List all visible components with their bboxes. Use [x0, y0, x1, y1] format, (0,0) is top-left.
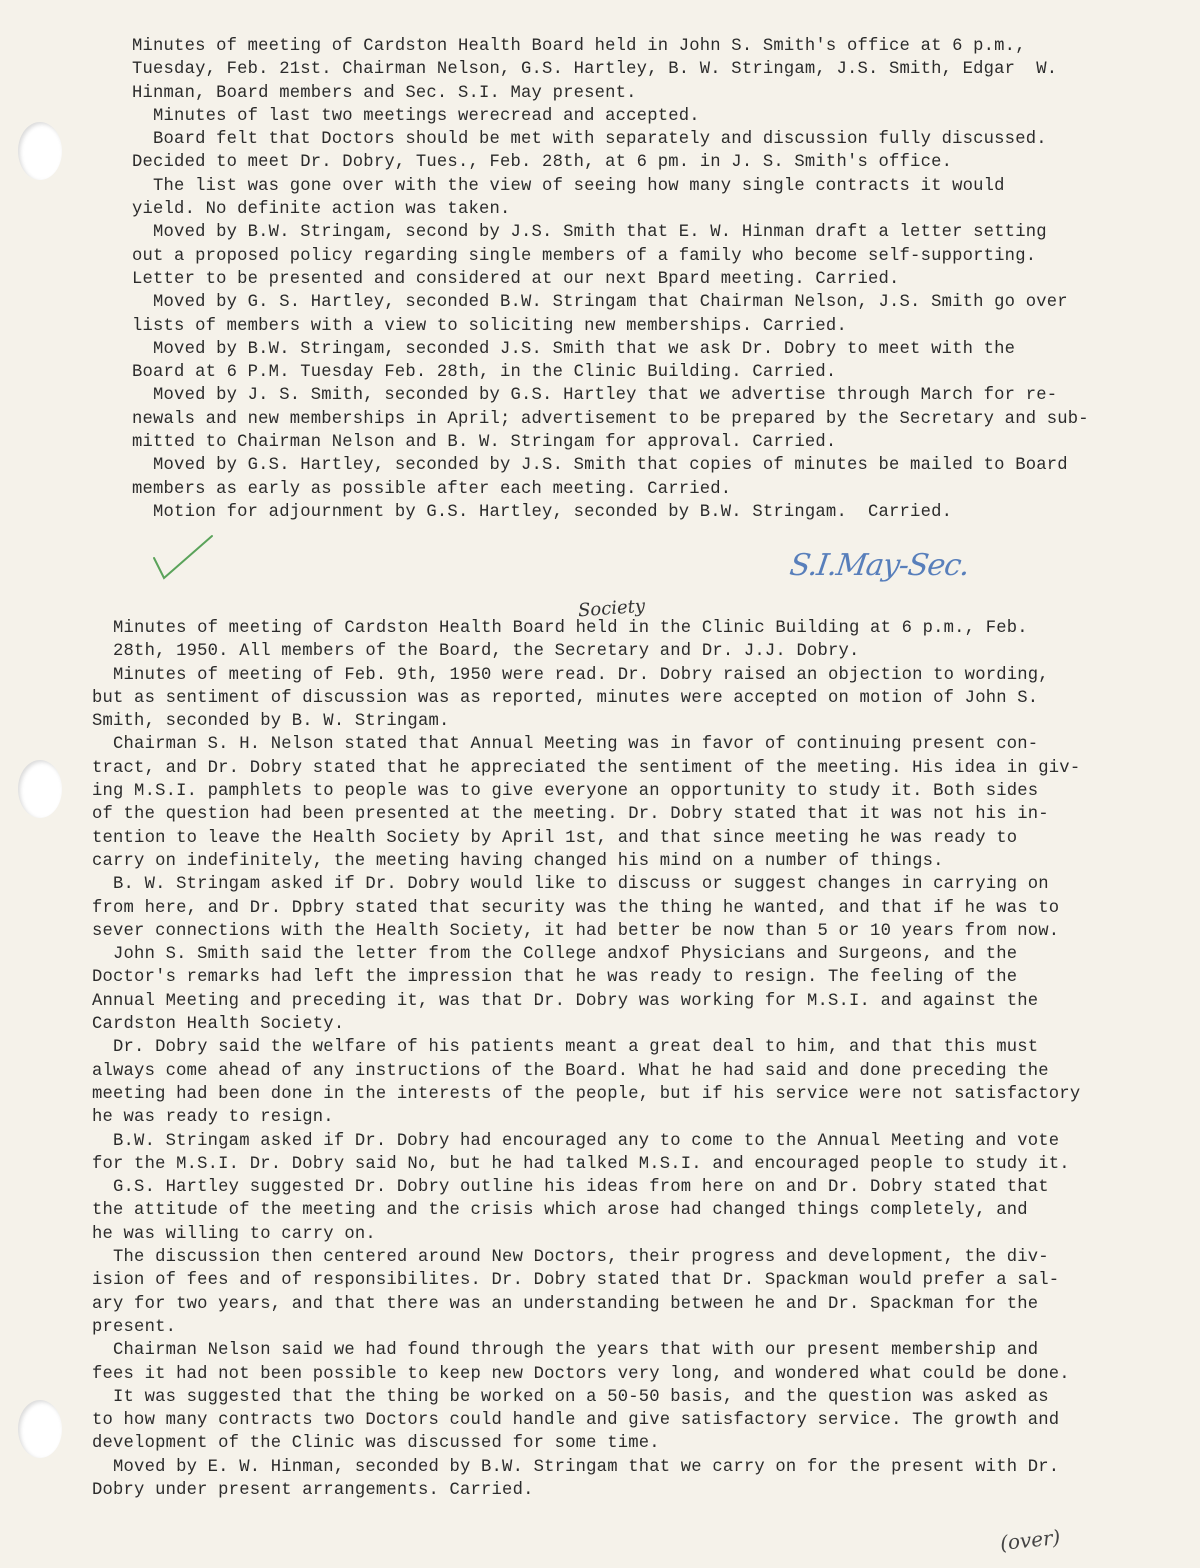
text-line: 28th, 1950. All members of the Board, the Secretary and Dr. J.J. Dobry. — [92, 642, 860, 662]
text-line: mitted to Chairman Nelson and B. W. Stringam for approval. Carried. — [132, 433, 837, 453]
text-line: Moved by G.S. Hartley, seconded by J.S. Smith that copies of minutes be mailed to Board — [132, 456, 1068, 476]
text-line: he was willing to carry on. — [92, 1224, 376, 1244]
over-note: (over) — [998, 1524, 1062, 1556]
text-line: Moved by B.W. Stringam, seconded J.S. Smith that we ask Dr. Dobry to meet with the — [132, 339, 1016, 359]
text-line: members as early as possible after each meeting. Carried. — [132, 479, 732, 499]
text-line: Board at 6 P.M. Tuesday Feb. 28th, in the Clinic Building. Carried. — [132, 363, 837, 383]
signature-text: S.I.May-Sec. — [787, 548, 972, 583]
text-line: Moved by G. S. Hartley, seconded B.W. Stringam that Chairman Nelson, J.S. Smith go over — [132, 293, 1068, 313]
text-line: yield. No definite action was taken. — [132, 200, 511, 220]
text-line: The list was gone over with the view of seeing how many single contracts it would — [132, 176, 1005, 196]
text-line: but as sentiment of discussion was as reported, minutes were accepted on motion of John S. — [92, 688, 1039, 708]
text-line: meeting had been done in the interests of the people, but if his service were not satisfactory — [92, 1084, 1081, 1104]
text-line: Tuesday, Feb. 21st. Chairman Nelson, G.S. Hartley, B. W. Stringam, J.S. Smith, Edgar W. — [132, 60, 1058, 80]
text-line: Decided to meet Dr. Dobry, Tues., Feb. 28th, at 6 pm. in J. S. Smith's office. — [132, 153, 953, 173]
text-line: tention to leave the Health Society by April 1st, and that since meeting he was ready to — [92, 828, 1018, 848]
text-line: Chairman Nelson said we had found through the years that with our present membership and — [92, 1341, 1039, 1361]
secretary-signature — [787, 548, 1030, 598]
text-line: Chairman S. H. Nelson stated that Annual Meeting was in favor of continuing present con- — [92, 735, 1039, 755]
text-line: of the question had been presented at the meeting. Dr. Dobry stated that it was not his in- — [92, 805, 1049, 825]
text-line: sever connections with the Health Society, it had better be now than 5 or 10 years from now. — [92, 921, 1060, 941]
text-line: carry on indefinitely, the meeting having changed his mind on a number of things. — [92, 851, 944, 871]
text-line: It was suggested that the thing be worked on a 50-50 basis, and the question was asked as — [92, 1387, 1049, 1407]
text-line: lists of members with a view to soliciting new memberships. Carried. — [132, 316, 847, 336]
text-line: Dobry under present arrangements. Carried. — [92, 1480, 534, 1500]
text-line: always come ahead of any instructions of the Board. What he had said and done preceding the — [92, 1061, 1049, 1081]
text-line: Annual Meeting and preceding it, was that Dr. Dobry was working for M.S.I. and against the — [92, 991, 1039, 1011]
punch-hole — [18, 1400, 62, 1458]
text-line: Moved by B.W. Stringam, second by J.S. Smith that E. W. Hinman draft a letter setting — [132, 223, 1047, 243]
text-line: Doctor's remarks had left the impression that he was ready to resign. The feeling of the — [92, 968, 1018, 988]
text-line: The discussion then centered around New Doctors, their progress and development, the div- — [92, 1248, 1049, 1268]
text-line: Minutes of meeting of Cardston Health Board held in John S. Smith's office at 6 p.m., — [132, 37, 1026, 56]
text-line: Dr. Dobry said the welfare of his patients meant a great deal to him, and that this must — [92, 1038, 1039, 1058]
text-line: B.W. Stringam asked if Dr. Dobry had encouraged any to come to the Annual Meeting and vote — [92, 1131, 1060, 1151]
text-line: development of the Clinic was discussed for some time. — [92, 1434, 660, 1454]
text-line: ary for two years, and that there was an understanding between he and Dr. Spackman for the — [92, 1294, 1039, 1314]
punch-hole — [18, 760, 62, 818]
text-line: Moved by E. W. Hinman, seconded by B.W. Stringam that we carry on for the present with Dr. — [92, 1457, 1060, 1477]
text-line: to how many contracts two Doctors could handle and give satisfactory service. The growth and — [92, 1411, 1060, 1431]
text-line: newals and new memberships in April; advertisement to be prepared by the Secretary and sub- — [132, 409, 1089, 429]
text-line: John S. Smith said the letter from the College andxof Physicians and Surgeons, and the — [92, 945, 1018, 965]
text-line: for the M.S.I. Dr. Dobry said No, but he had talked M.S.I. and encouraged people to study it. — [92, 1154, 1070, 1174]
handwritten-correction: Society — [577, 595, 646, 622]
text-line: Letter to be presented and considered at our next Bpard meeting. Carried. — [132, 269, 900, 289]
text-line: from here, and Dr. Dpbry stated that security was the thing he wanted, and that if he was to — [92, 898, 1060, 918]
text-line: fees it had not been possible to keep new Doctors very long, and wondered what could be done. — [92, 1364, 1070, 1384]
text-line: he was ready to resign. — [92, 1108, 334, 1128]
checkmark-icon — [150, 528, 220, 588]
text-line: present. — [92, 1317, 177, 1337]
text-line: Cardston Health Society. — [92, 1015, 345, 1035]
minutes-feb-28 — [92, 617, 1192, 1502]
text-line: G.S. Hartley suggested Dr. Dobry outline his ideas from here on and Dr. Dobry stated that — [92, 1178, 1049, 1198]
text-line: Hinman, Board members and Sec. S.I. May present. — [132, 83, 637, 103]
text-line: ing M.S.I. pamphlets to people was to give everyone an opportunity to study it. Both sides — [92, 782, 1039, 802]
text-line: B. W. Stringam asked if Dr. Dobry would like to discuss or suggest changes in carrying on — [92, 875, 1049, 895]
text-line: Minutes of meeting of Cardston Health Board held in the Clinic Building at 6 p.m., Feb. — [92, 619, 1028, 638]
text-line: tract, and Dr. Dobry stated that he appreciated the sentiment of the meeting. His idea in giv- — [92, 758, 1081, 778]
text-line: the attitude of the meeting and the crisis which arose had changed things completely, and — [92, 1201, 1028, 1221]
text-line: out a proposed policy regarding single members of a family who become self-supporting. — [132, 246, 1037, 266]
punch-hole — [18, 122, 62, 180]
text-line: ision of fees and of responsibilites. Dr. Dobry stated that Dr. Spackman would prefer a sal- — [92, 1271, 1060, 1291]
text-line: Minutes of last two meetings werecread and accepted. — [132, 106, 700, 126]
text-line: Board felt that Doctors should be met with separately and discussion fully discussed. — [132, 130, 1047, 150]
text-line: Motion for adjournment by G.S. Hartley, seconded by B.W. Stringam. Carried. — [132, 502, 953, 522]
text-line: Moved by J. S. Smith, seconded by G.S. Hartley that we advertise through March for re- — [132, 386, 1058, 406]
text-line: Minutes of meeting of Feb. 9th, 1950 were read. Dr. Dobry raised an objection to wording, — [92, 665, 1049, 685]
minutes-feb-21 — [132, 35, 1182, 524]
text-line: Smith, seconded by B. W. Stringam. — [92, 712, 450, 732]
